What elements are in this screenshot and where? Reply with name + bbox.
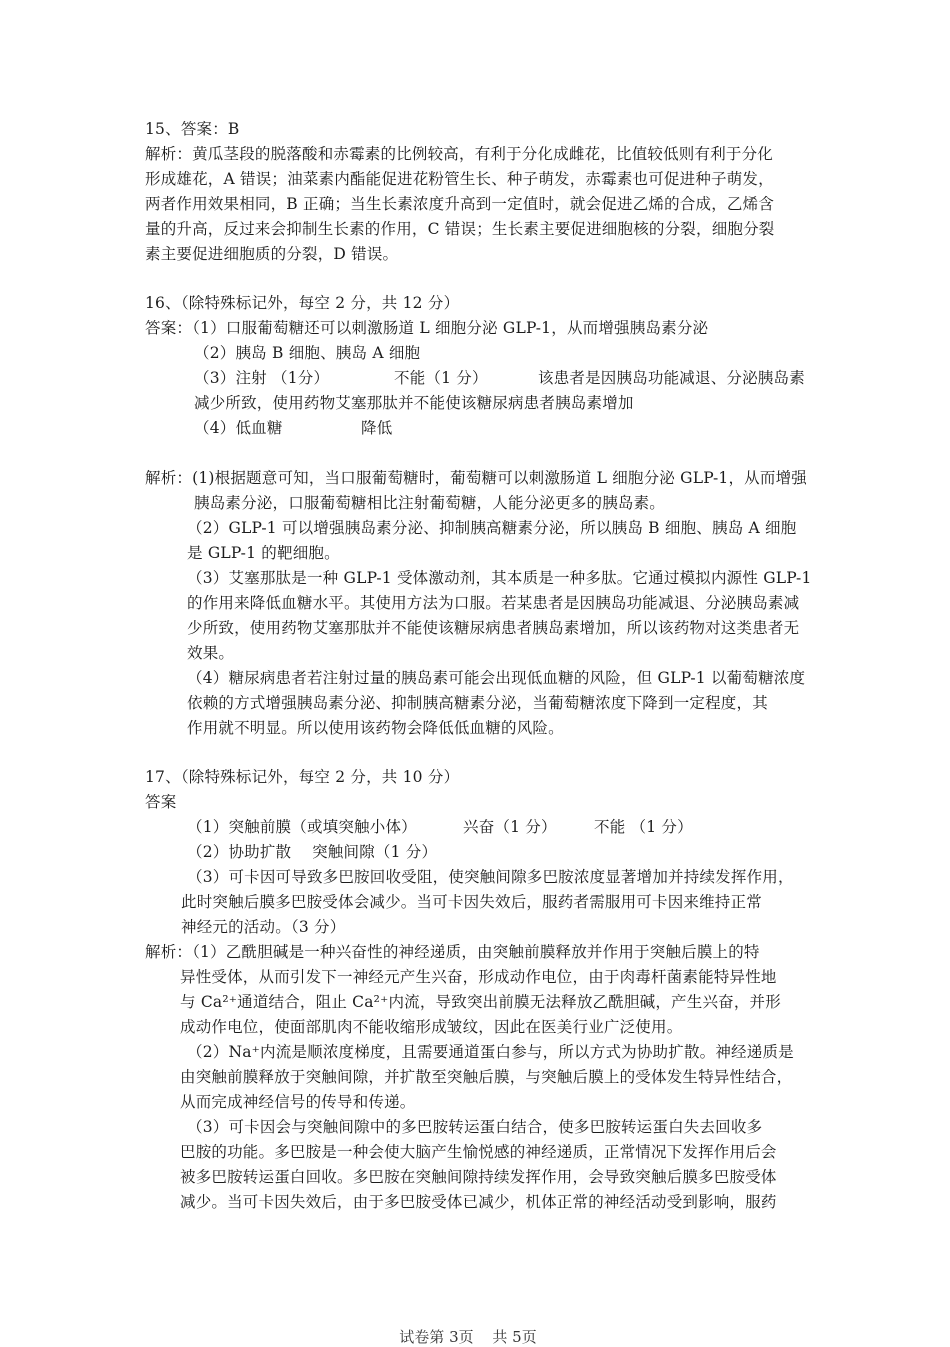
q16-analysis-line: 少所致，使用药物艾塞那肽并不能使该糖尿病患者胰岛素增加，所以该药物对这类患者无 [187,619,800,637]
q16-answer-4-part1: （4）低血糖 [194,419,283,437]
q16-analysis-line: 效果。 [187,644,235,662]
q16-header: 16、（除特殊标记外，每空 2 分，共 12 分） [145,294,460,312]
q17-answer-3-line: 神经元的活动。（3 分） [181,918,346,936]
q16-analysis-line: 胰岛素分泌，口服葡萄糖相比注射葡萄糖，人能分泌更多的胰岛素。 [194,494,666,512]
q15-analysis-line: 素主要促进细胞质的分裂，D 错误。 [145,245,399,263]
q17-analysis-line: 由突触前膜释放于突触间隙，并扩散至突触后膜，与突触后膜上的受体发生特异性结合， [180,1068,793,1086]
q17-analysis-line: 巴胺的功能。多巴胺是一种会使大脑产生愉悦感的神经递质，正常情况下发挥作用后会 [180,1143,777,1161]
q17-analysis-line: 被多巴胺转运蛋白回收。多巴胺在突触间隙持续发挥作用，会导致突触后膜多巴胺受体 [180,1168,777,1186]
q17-analysis-line: 从而完成神经信号的传导和传递。 [180,1093,416,1111]
q17-analysis-line: 成动作电位，使面部肌肉不能收缩形成皱纹，因此在医美行业广泛使用。 [180,1018,683,1036]
q16-answer-2: （2）胰岛 B 细胞、胰岛 A 细胞 [194,344,421,362]
q17-analysis-line: （3）可卡因会与突触间隙中的多巴胺转运蛋白结合，使多巴胺转运蛋白失去回收多 [187,1118,763,1136]
q16-analysis-line: 作用就不明显。所以使用该药物会降低低血糖的风险。 [187,719,564,737]
q16-answer-1: 答案：（1）口服葡萄糖还可以刺激肠道 L 细胞分泌 GLP-1，从而增强胰岛素分泌 [145,319,709,337]
q16-analysis-line: （2）GLP-1 可以增强胰岛素分泌、抑制胰高糖素分泌，所以胰岛 B 细胞、胰岛 A 细胞 [187,519,797,537]
q16-analysis-line: 依赖的方式增强胰岛素分泌、抑制胰高糖素分泌，当葡萄糖浓度下降到一定程度，其 [187,694,768,712]
q16-answer-3-part4: 减少所致，使用药物艾塞那肽并不能使该糖尿病患者胰岛素增加 [194,394,634,412]
q15-analysis-line: 量的升高，反过来会抑制生长素的作用，C 错误；生长素主要促进细胞核的分裂，细胞分裂 [145,220,775,238]
q17-analysis-line: （2）Na⁺内流是顺浓度梯度，且需要通道蛋白参与，所以方式为协助扩散。神经递质是 [187,1043,794,1061]
q16-analysis-line: （4）糖尿病患者若注射过量的胰岛素可能会出现低血糖的风险，但 GLP-1 以葡萄糖浓度 [187,669,806,687]
q16-answer-4-part2: 降低 [361,419,393,437]
page-number: 试卷第 3页 [399,1328,474,1346]
q17-analysis-line: 减少。当可卡因失效后，由于多巴胺受体已减少，机体正常的神经活动受到影响，服药 [180,1193,777,1211]
q17-answer-2: （2）协助扩散 突触间隙（1 分） [187,843,438,861]
q15-analysis-line: 形成雄花，A 错误；油菜素内酯能促进花粉管生长、种子萌发，赤霉素也可促进种子萌发， [145,170,774,188]
q15-analysis-line: 解析：黄瓜茎段的脱落酸和赤霉素的比例较高，有利于分化成雌花，比值较低则有利于分化 [145,145,774,163]
q16-answer-3-part2: 不能（1 分） [394,369,488,387]
q17-analysis-line: 异性受体，从而引发下一神经元产生兴奋，形成动作电位，由于肉毒杆菌素能特异性地 [180,968,777,986]
q16-analysis-line: （3）艾塞那肽是一种 GLP-1 受体激动剂，其本质是一种多肽。它通过模拟内源性 GLP-1 [187,569,812,587]
q16-answer-3-part3: 该患者是因胰岛功能减退、分泌胰岛素 [538,369,805,387]
q17-analysis-line: 与 Ca²⁺通道结合，阻止 Ca²⁺内流，导致突出前膜无法释放乙酰胆碱，产生兴奋，并形 [180,993,781,1011]
q16-analysis-line: 的作用来降低血糖水平。其使用方法为口服。若某患者是因胰岛功能减退、分泌胰岛素减 [187,594,800,612]
q16-analysis-line: 是 GLP-1 的靶细胞。 [187,544,340,562]
q15-analysis-line: 两者作用效果相同，B 正确；当生长素浓度升高到一定值时，就会促进乙烯的合成，乙烯含 [145,195,775,213]
q17-answer-label: 答案 [145,793,177,811]
q15-answer: 15、答案：B [145,120,240,138]
q16-answer-3-part1: （3）注射 （1分） [194,369,330,387]
page-total: 共 5页 [492,1328,537,1346]
q17-answer-1-part1: （1）突触前膜（或填突触小体） [187,818,417,836]
q17-answer-3-line: （3）可卡因可导致多巴胺回收受阻，使突触间隙多巴胺浓度显著增加并持续发挥作用， [187,868,794,886]
q17-header: 17、（除特殊标记外，每空 2 分，共 10 分） [145,768,460,786]
q17-answer-1-part2: 兴奋（1 分） [463,818,557,836]
q17-answer-3-line: 此时突触后膜多巴胺受体会减少。当可卡因失效后，服药者需服用可卡因来维持正常 [181,893,762,911]
q17-answer-1-part3: 不能 （1 分） [594,818,693,836]
q17-analysis-line: 解析：（1）乙酰胆碱是一种兴奋性的神经递质，由突触前膜释放并作用于突触后膜上的特 [145,943,760,961]
q16-analysis-line: 解析：(1)根据题意可知，当口服葡萄糖时，葡萄糖可以刺激肠道 L 细胞分泌 GLP-1，从而增强 [145,469,807,487]
